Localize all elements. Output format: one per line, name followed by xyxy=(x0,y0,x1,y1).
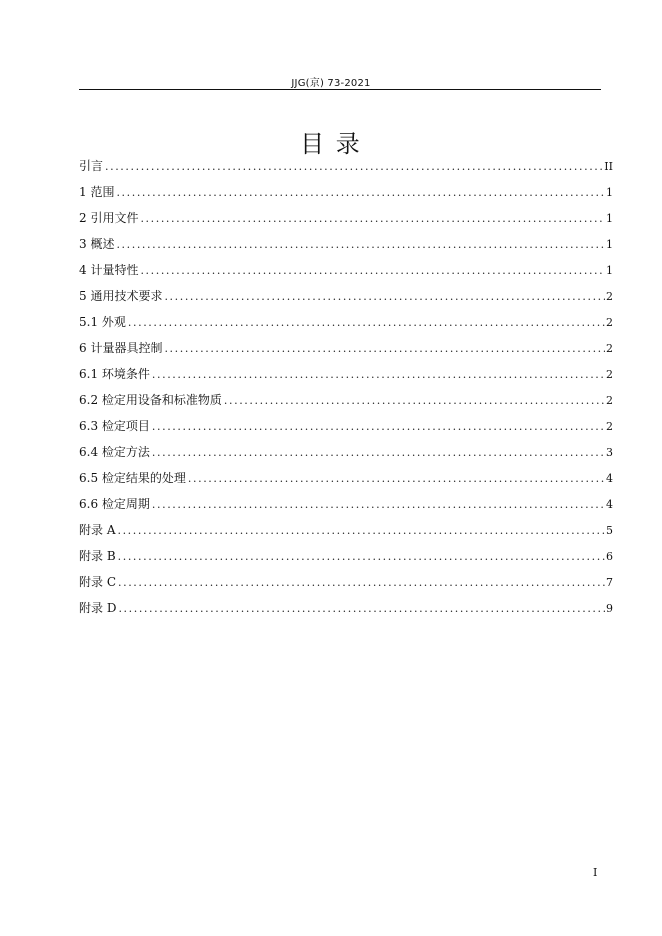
toc-page-number: 2 xyxy=(606,368,613,381)
toc-dot-leader xyxy=(116,185,605,201)
toc-dot-leader xyxy=(118,549,605,565)
toc-dot-leader xyxy=(128,315,605,331)
toc-entry-label: 4 计量特性 xyxy=(79,263,139,277)
toc-page-number: 1 xyxy=(606,186,613,199)
toc-page-number: 1 xyxy=(606,238,613,251)
toc-dot-leader xyxy=(188,471,605,487)
toc-entry-verification-methods[interactable] xyxy=(79,444,613,470)
toc-entry-label: 5.1 外观 xyxy=(79,315,126,329)
toc-dot-leader xyxy=(152,367,605,383)
toc-page-number: 2 xyxy=(606,394,613,407)
toc-entry-verification-items[interactable] xyxy=(79,418,613,444)
table-of-contents xyxy=(79,158,613,626)
toc-page-number: 7 xyxy=(606,576,613,589)
toc-dot-leader xyxy=(152,445,605,461)
toc-entry-label: 6 计量器具控制 xyxy=(79,341,163,355)
toc-entry-label: 附录 A xyxy=(79,523,116,537)
toc-dot-leader xyxy=(117,523,605,539)
toc-entry-general-requirements[interactable] xyxy=(79,288,613,314)
toc-page-number: 4 xyxy=(606,498,613,511)
toc-entry-appendix-a[interactable] xyxy=(79,522,613,548)
toc-entry-label: 6.2 检定用设备和标准物质 xyxy=(79,393,222,407)
toc-entry-label: 1 范围 xyxy=(79,185,115,199)
toc-entry-label: 6.3 检定项目 xyxy=(79,419,150,433)
toc-page-number: II xyxy=(604,160,613,173)
toc-page-number: 2 xyxy=(606,420,613,433)
toc-dot-leader xyxy=(140,263,605,279)
toc-page-number: 2 xyxy=(606,290,613,303)
page-number: I xyxy=(593,866,598,879)
toc-page-number: 9 xyxy=(606,602,613,615)
toc-entry-label: 6.4 检定方法 xyxy=(79,445,150,459)
toc-entry-label: 附录 C xyxy=(79,575,116,589)
toc-entry-equipment[interactable] xyxy=(79,392,613,418)
toc-page-number: 3 xyxy=(606,446,613,459)
toc-entry-label: 引言 xyxy=(79,159,104,173)
toc-entry-label: 附录 D xyxy=(79,601,117,615)
toc-entry-instrument-control[interactable] xyxy=(79,340,613,366)
toc-entry-overview[interactable] xyxy=(79,236,613,262)
toc-dot-leader xyxy=(164,341,605,357)
toc-entry-appearance[interactable] xyxy=(79,314,613,340)
toc-dot-leader xyxy=(116,237,605,253)
toc-entry-result-handling[interactable] xyxy=(79,470,613,496)
toc-dot-leader xyxy=(224,393,605,409)
toc-entry-metrological-characteristics[interactable] xyxy=(79,262,613,288)
toc-dot-leader xyxy=(140,211,605,227)
toc-entry-label: 5 通用技术要求 xyxy=(79,289,163,303)
toc-page-number: 2 xyxy=(606,342,613,355)
toc-page-number: 1 xyxy=(606,264,613,277)
toc-entry-appendix-c[interactable] xyxy=(79,574,613,600)
toc-dot-leader xyxy=(118,575,605,591)
toc-entry-appendix-d[interactable] xyxy=(79,600,613,626)
toc-dot-leader xyxy=(152,419,605,435)
toc-entry-label: 附录 B xyxy=(79,549,116,563)
toc-entry-references[interactable] xyxy=(79,210,613,236)
header-rule xyxy=(79,89,601,90)
toc-entry-label: 3 概述 xyxy=(79,237,115,251)
toc-dot-leader xyxy=(164,289,605,305)
toc-entry-label: 6.5 检定结果的处理 xyxy=(79,471,186,485)
page-title: 目 录 xyxy=(300,130,362,158)
toc-entry-scope[interactable] xyxy=(79,184,613,210)
toc-page-number: 2 xyxy=(606,316,613,329)
toc-dot-leader xyxy=(118,601,605,617)
toc-page-number: 1 xyxy=(606,212,613,225)
toc-entry-environment[interactable] xyxy=(79,366,613,392)
toc-page-number: 6 xyxy=(606,550,613,563)
toc-dot-leader xyxy=(105,159,603,175)
toc-dot-leader xyxy=(152,497,605,513)
toc-entry-appendix-b[interactable] xyxy=(79,548,613,574)
toc-page-number: 5 xyxy=(606,524,613,537)
toc-entry-label: 6.1 环境条件 xyxy=(79,367,150,381)
toc-page-number: 4 xyxy=(606,472,613,485)
toc-entry-label: 2 引用文件 xyxy=(79,211,139,225)
toc-entry-verification-period[interactable] xyxy=(79,496,613,522)
toc-entry-foreword[interactable] xyxy=(79,158,613,184)
document-code: JJG(京) 73-2021 xyxy=(291,78,371,89)
toc-entry-label: 6.6 检定周期 xyxy=(79,497,150,511)
